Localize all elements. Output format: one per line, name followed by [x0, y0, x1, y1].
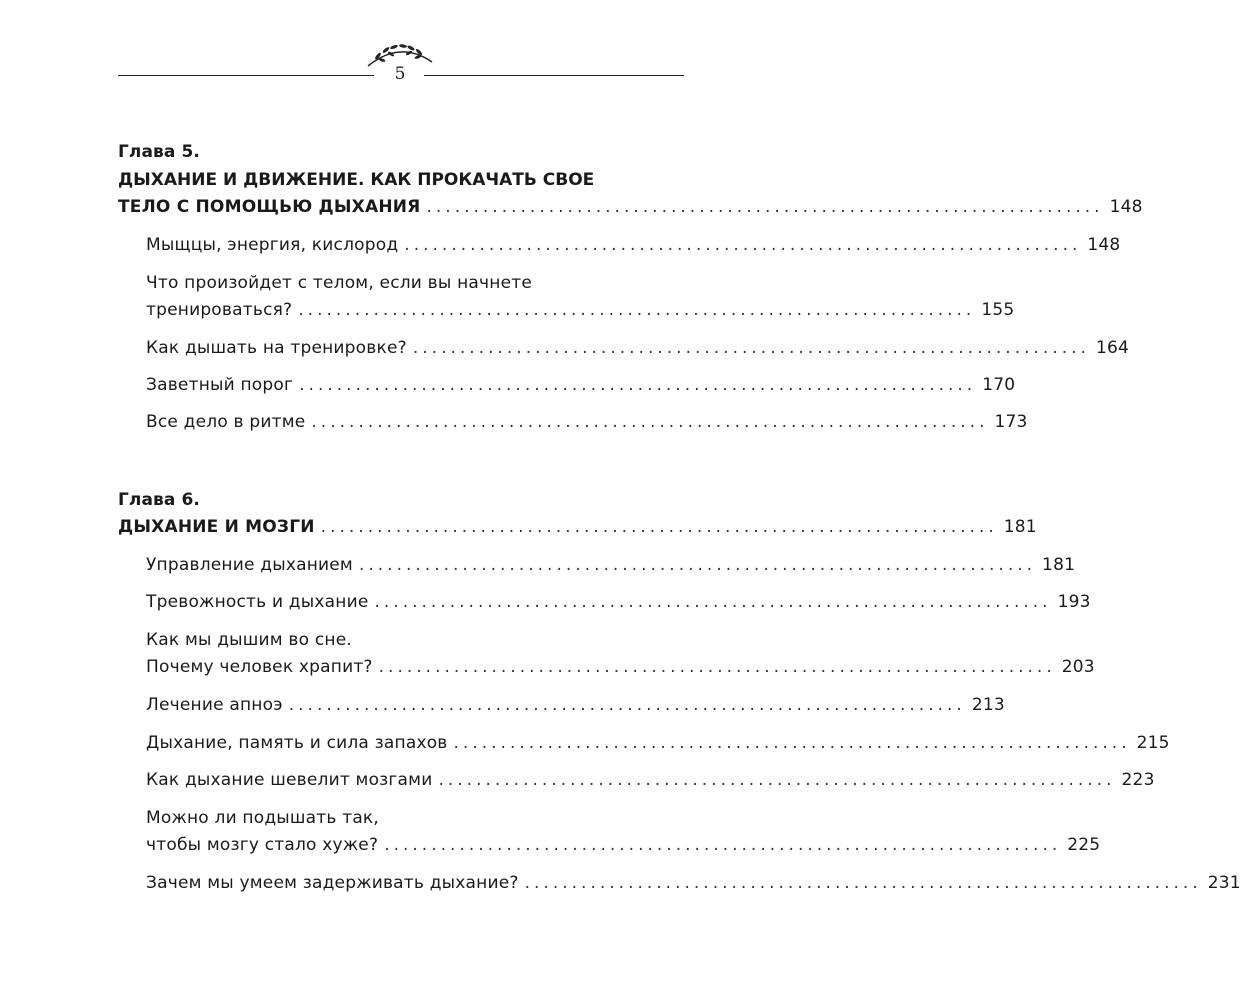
chapter-label: Глава 5.: [118, 142, 200, 162]
toc-page-number: 170: [982, 375, 1016, 395]
toc-page-number: 215: [1136, 733, 1170, 753]
toc-page-number: 181: [1003, 517, 1037, 537]
toc-entry-title: Зачем мы умеем задерживать дыхание?: [146, 873, 519, 893]
toc-entry[interactable]: [146, 692, 1005, 719]
toc-entry-title: ТЕЛО С ПОМОЩЬЮ ДЫХАНИЯ: [118, 197, 421, 217]
toc-entry-title: Почему человек храпит?: [146, 657, 373, 677]
toc-entry[interactable]: [146, 832, 1101, 859]
leader-dots: ........................................................................: [524, 873, 1202, 893]
leader-dots: ........................................................................: [384, 835, 1062, 855]
leader-dots: ........................................................................: [288, 695, 966, 715]
leader-dots: ........................................................................: [358, 555, 1037, 575]
toc-entry-title: Тревожность и дыхание: [146, 592, 369, 612]
toc-page-number: 213: [971, 695, 1005, 715]
leader-dots: ........................................................................: [298, 300, 976, 320]
toc-entry-title-line1: Можно ли подышать так,: [146, 808, 380, 828]
chapter-label: Глава 6.: [118, 490, 200, 510]
toc-page-number: 231: [1207, 873, 1241, 893]
toc-entry[interactable]: [146, 335, 1129, 362]
page-number: 5: [394, 64, 406, 84]
toc-entry-title-line1: Что произойдет с телом, если вы начнете: [146, 273, 533, 293]
toc-entry[interactable]: [146, 232, 1121, 259]
toc-page-number: 164: [1095, 338, 1129, 358]
header-rule-left: [118, 75, 374, 76]
toc-entry-title: ДЫХАНИЕ И МОЗГИ: [118, 517, 315, 537]
toc-entry-title: Лечение апноэ: [146, 695, 283, 715]
toc-entry[interactable]: [146, 552, 1076, 579]
leader-dots: ........................................................................: [453, 733, 1131, 753]
leader-dots: ........................................................................: [404, 235, 1082, 255]
toc-entry[interactable]: [118, 194, 1143, 221]
toc-page-number: 173: [994, 412, 1028, 432]
toc-page-number: 148: [1087, 235, 1121, 255]
header-rule-right: [424, 75, 684, 76]
toc-entry-title: Как дыхание шевелит мозгами: [146, 770, 433, 790]
leader-dots: ........................................................................: [374, 592, 1052, 612]
toc-entry[interactable]: [146, 409, 1028, 436]
toc-entry-title: Дыхание, память и сила запахов: [146, 733, 448, 753]
leader-dots: ........................................................................: [299, 375, 977, 395]
toc-entry[interactable]: [146, 870, 1241, 897]
leader-dots: ........................................................................: [438, 770, 1116, 790]
toc-entry-title: чтобы мозгу стало хуже?: [146, 835, 379, 855]
toc-entry[interactable]: [146, 730, 1170, 757]
toc-entry[interactable]: [146, 767, 1155, 794]
chapter-title: ДЫХАНИЕ И ДВИЖЕНИЕ. КАК ПРОКАЧАТЬ СВОЕ: [118, 170, 595, 190]
toc-entry-title-line1: Как мы дышим во сне.: [146, 630, 352, 650]
toc-entry[interactable]: [146, 372, 1016, 399]
toc-page-number: 155: [981, 300, 1015, 320]
toc-entry-title: Заветный порог: [146, 375, 294, 395]
leader-dots: ........................................................................: [320, 517, 998, 537]
toc-page-number: 193: [1057, 592, 1091, 612]
leader-dots: ........................................................................: [426, 197, 1104, 217]
toc-page-number: 225: [1067, 835, 1101, 855]
toc-entry-title: Управление дыханием: [146, 555, 353, 575]
toc-entry[interactable]: [146, 589, 1091, 616]
toc-entry-title: тренироваться?: [146, 300, 293, 320]
toc-page-number: 148: [1109, 197, 1143, 217]
leader-dots: ........................................................................: [378, 657, 1056, 677]
toc-entry-title: Мыщцы, энергия, кислород: [146, 235, 399, 255]
leader-dots: ........................................................................: [311, 412, 989, 432]
toc-page-number: 223: [1121, 770, 1155, 790]
toc-entry[interactable]: [146, 654, 1095, 681]
toc-entry[interactable]: [118, 514, 1037, 541]
toc-page-number: 181: [1042, 555, 1076, 575]
toc-entry-title: Как дышать на тренировке?: [146, 338, 407, 358]
toc-entry[interactable]: [146, 297, 1015, 324]
toc-page-number: 203: [1061, 657, 1095, 677]
toc-entry-title: Все дело в ритме: [146, 412, 306, 432]
leader-dots: ........................................................................: [412, 338, 1090, 358]
